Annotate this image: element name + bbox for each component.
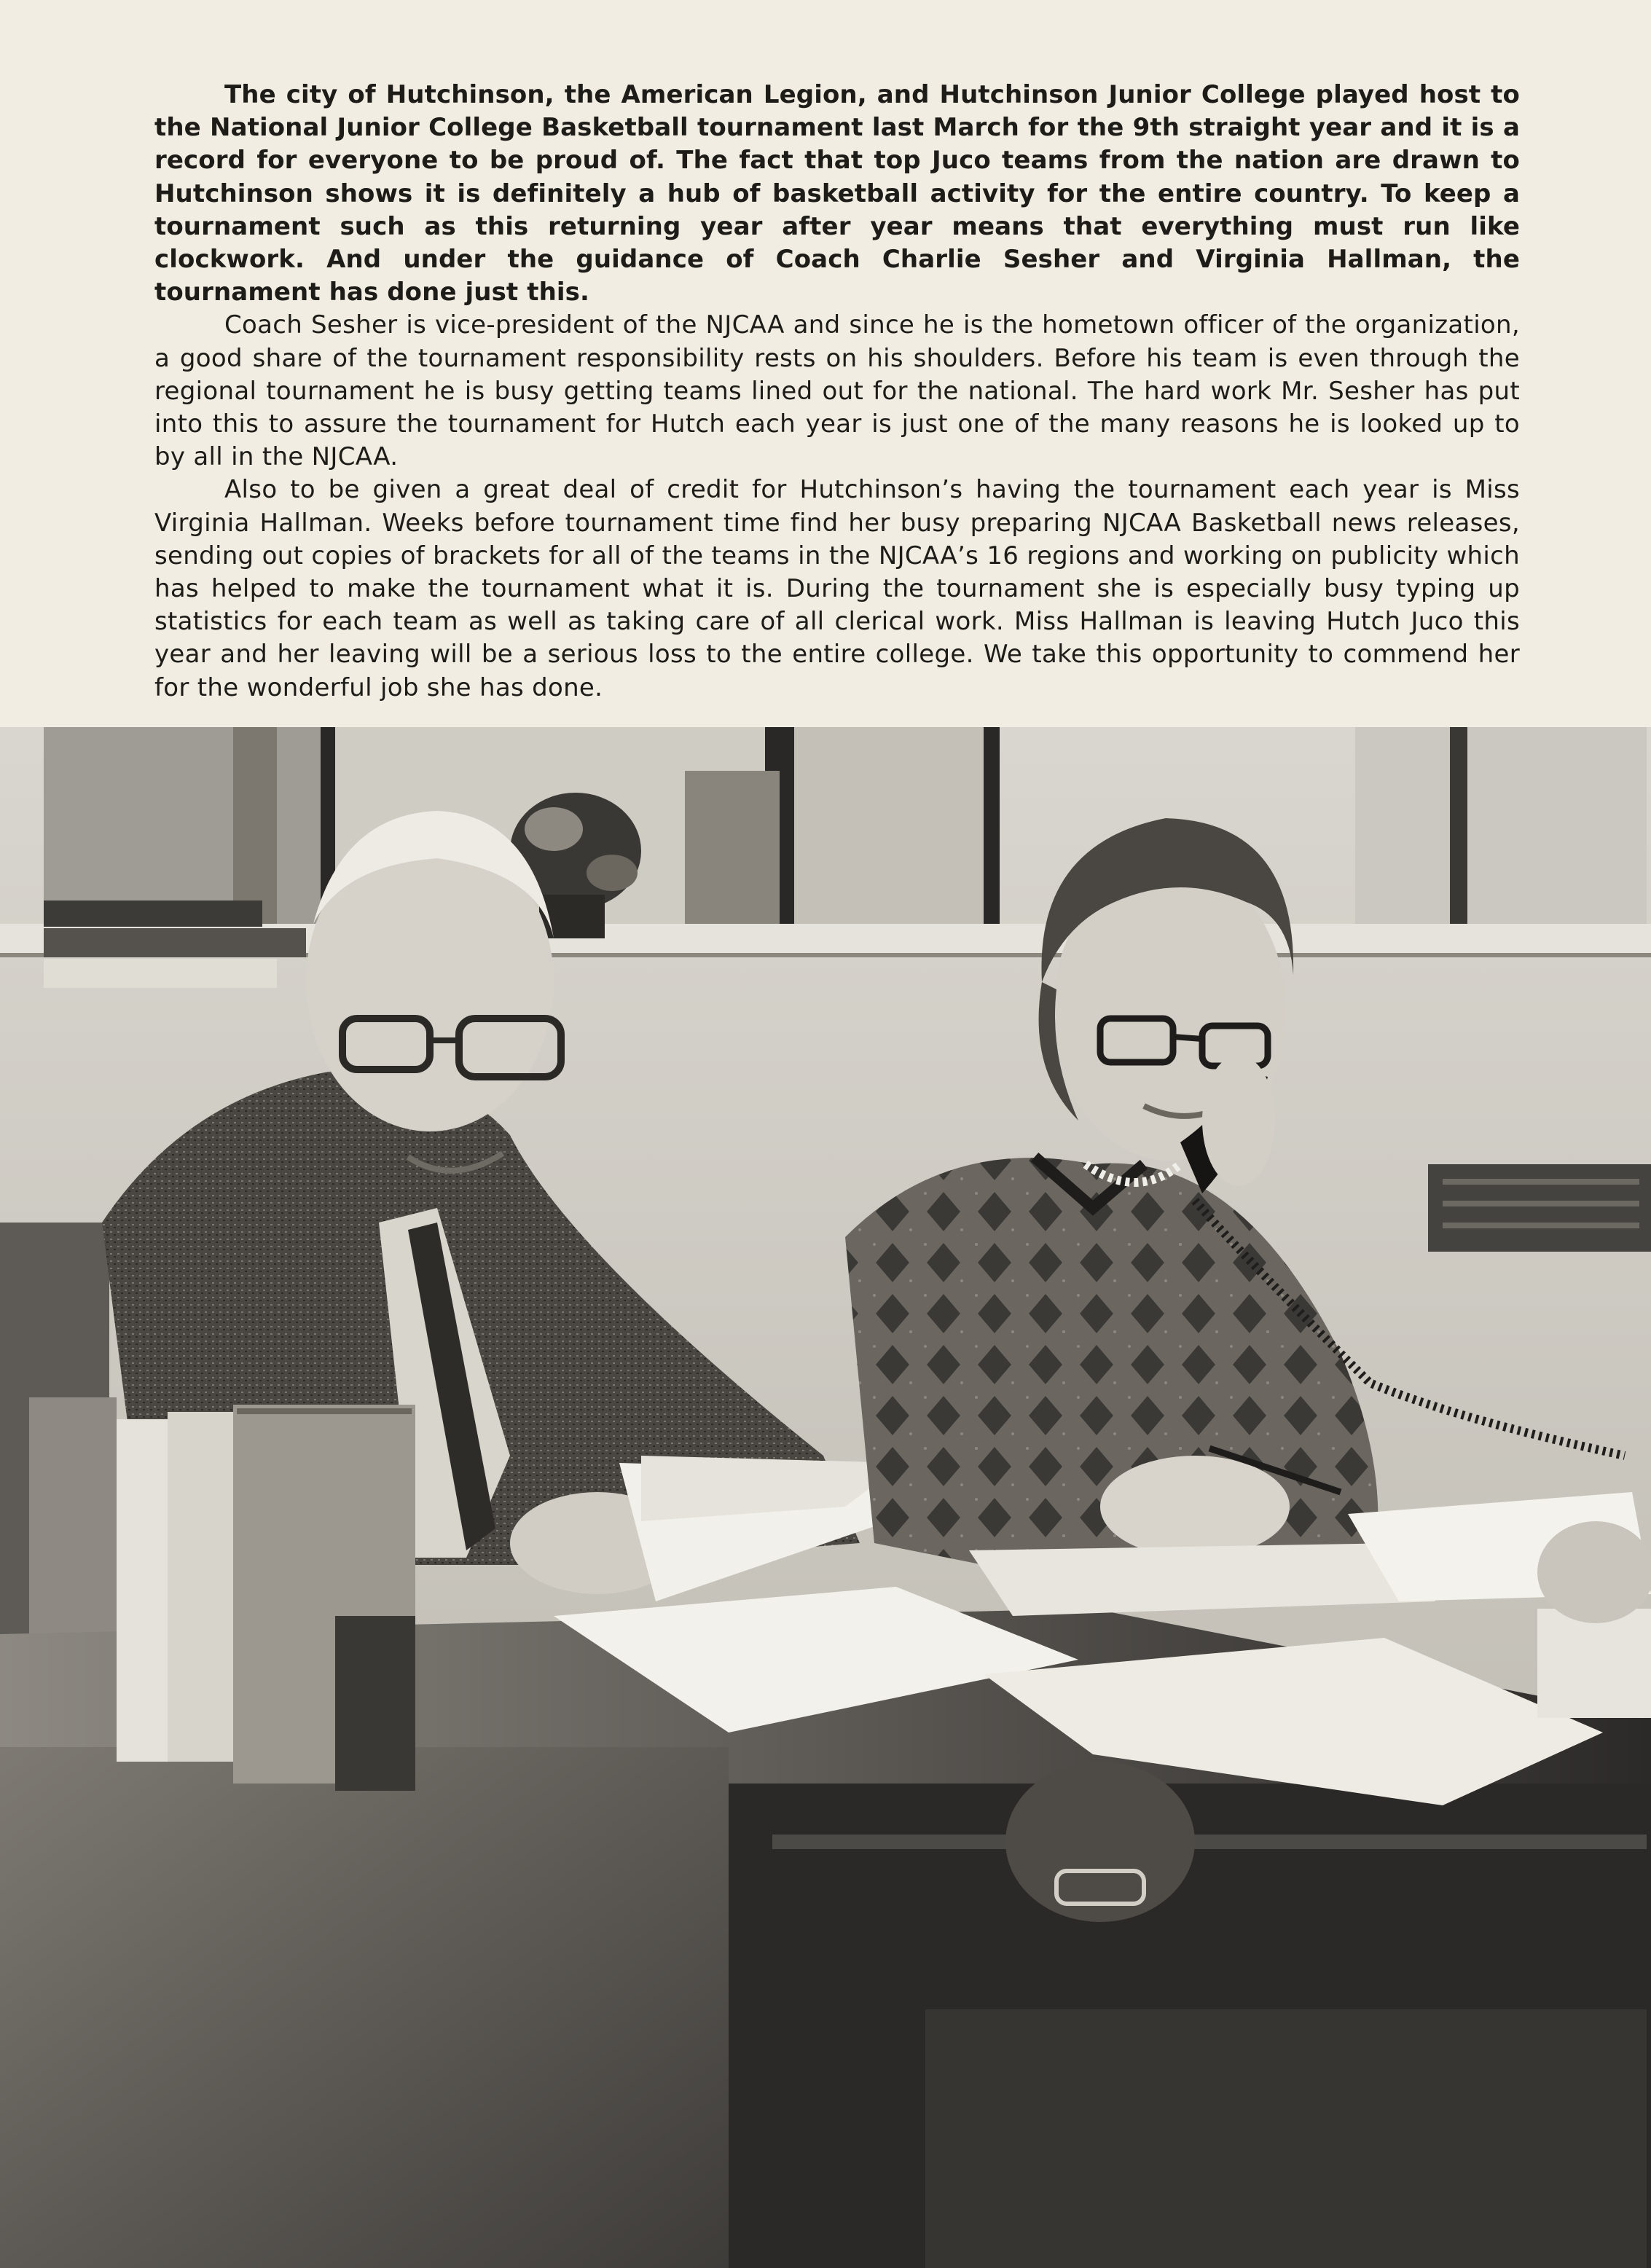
office-photograph <box>0 727 1651 2268</box>
article <box>154 79 1520 705</box>
office-scene-image <box>0 727 1651 2268</box>
article-lead: The city of Hutchinson, the American Legion, and Hutchinson Junior College played host to the National Junior College Basketball tournament last March for the 9th straight year and it is a record for everyone to be proud of. The fact that top Juco teams from the nation are drawn to Hutchinson shows it is definitely a hub of basketball activity for the entire country. To keep a tournament such as this returning year after year means that everything must run like clockwork. And under the guidance of Coach Charlie Sesher and Virginia Hallman, the tournament has done just this. <box>154 80 1520 307</box>
article-paragraph-hallman: Also to be given a great deal of credit for Hutchinson’s having the tournament each year is Miss Virginia Hallman. Weeks before tournament time find her busy preparing NJCAA Basketball news releases, sending out copies of brackets for all of the teams in the NJCAA’s 16 regions and working on publicity which has helped to make the tournament what it is. During the tournament she is especially busy typing up statistics for each team as well as taking care of all clerical work. Miss Hallman is leaving Hutch Juco this year and her leaving will be a serious loss to the entire college. We take this opportunity to commend her for the wonderful job she has done. <box>154 475 1520 702</box>
article-paragraph-sesher: Coach Sesher is vice-president of the NJCAA and since he is the hometown officer of the organization, a good share of the tournament responsibility rests on his shoulders. Before his team is even through the regional tournament he is busy getting teams lined out for the national. The hard work Mr. Sesher has put into this to assure the tournament for Hutch each year is just one of the many reasons he is looked up to by all in the NJCAA. <box>154 310 1520 472</box>
